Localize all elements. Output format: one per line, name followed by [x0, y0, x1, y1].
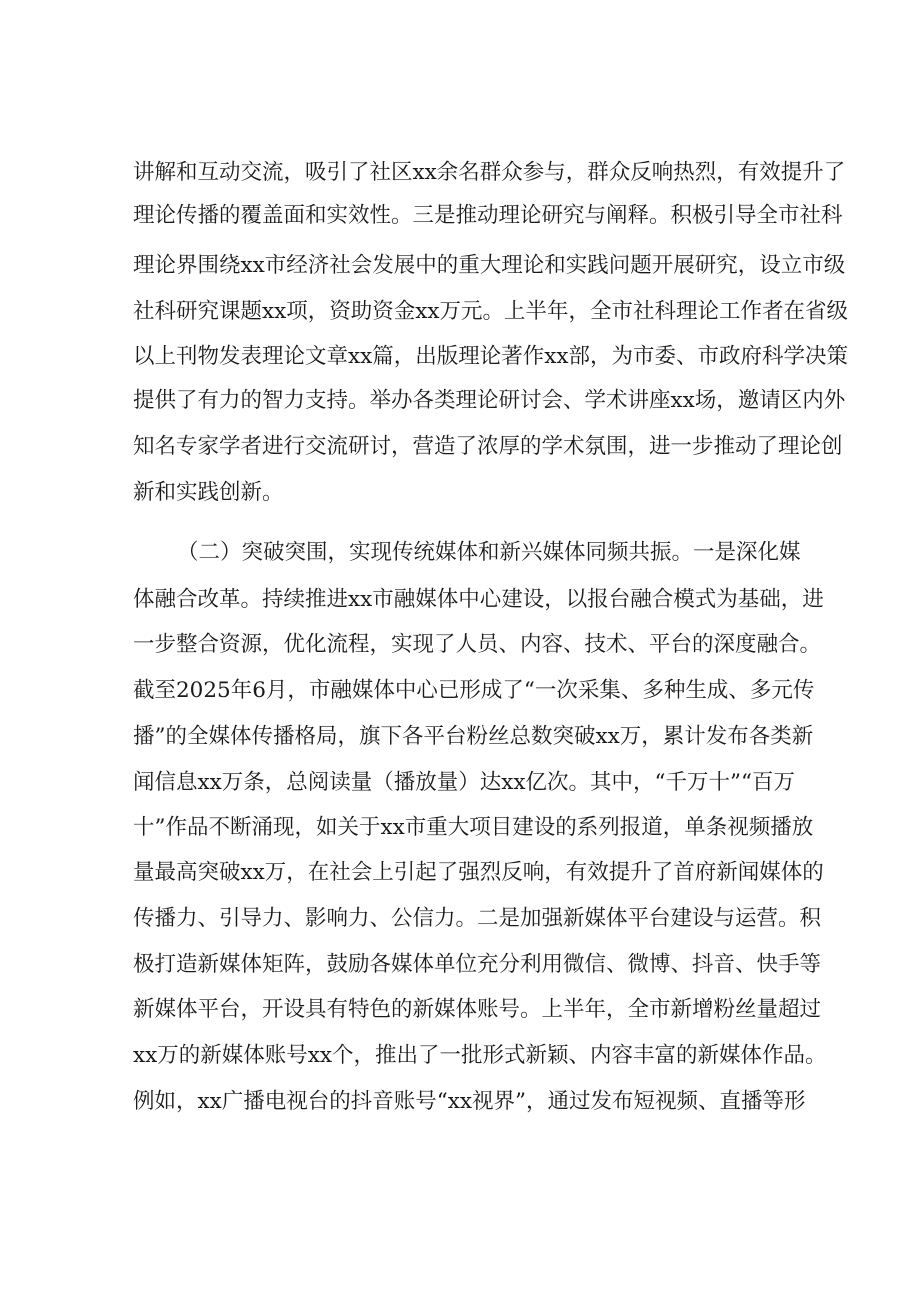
text-line: 截至2025年6月，市融媒体中心已形成了“一次采集、多种生成、多元传	[133, 678, 815, 703]
text-line: 以上刊物发表理论文章xx篇，出版理论著作xx部，为市委、市政府科学决策	[133, 344, 849, 369]
text-line: 极打造新媒体矩阵，鼓励各媒体单位充分利用微信、微博、抖音、快手等	[133, 952, 822, 977]
text-line: 提供了有力的智力支持。举办各类理论研讨会、学术讲座xx场，邀请区内外	[133, 388, 846, 413]
text-line: 新媒体平台，开设具有特色的新媒体账号。上半年，全市新增粉丝量超过	[133, 997, 822, 1022]
text-line: xx万的新媒体账号xx个，推出了一批形式新颖、内容丰富的新媒体作品。	[133, 1043, 827, 1068]
text-line: 新和实践创新。	[133, 480, 284, 505]
section-heading-line: （二）突破突围，实现传统媒体和新兴媒体同频共振。一是深化媒	[177, 540, 801, 565]
text-line: 量最高突破xx万，在社会上引起了强烈反响，有效提升了首府新闻媒体的	[133, 860, 824, 885]
text-line: 体融合改革。持续推进xx市融媒体中心建设，以报台融合模式为基础，进	[133, 587, 824, 612]
text-line: 一步整合资源，优化流程，实现了人员、内容、技术、平台的深度融合。	[133, 632, 822, 657]
text-line: 传播力、引导力、影响力、公信力。二是加强新媒体平台建设与运营。积	[133, 906, 822, 931]
text-line: 社科研究课题xx项，资助资金xx万元。上半年，全市社科理论工作者在省级	[133, 299, 849, 324]
text-line: 理论传播的覆盖面和实效性。三是推动理论研究与阐释。积极引导全市社科	[133, 203, 843, 228]
text-line: 十”作品不断涌现，如关于xx市重大项目建设的系列报道，单条视频播放	[133, 815, 814, 840]
text-line: 例如，xx广播电视台的抖音账号“xx视界”，通过发布短视频、直播等形	[133, 1089, 806, 1114]
text-line: 理论界围绕xx市经济社会发展中的重大理论和实践问题开展研究，设立市级	[133, 253, 846, 278]
text-line: 知名专家学者进行交流研讨，营造了浓厚的学术氛围，进一步推动了理论创	[133, 434, 843, 459]
text-line: 闻信息xx万条，总阅读量（播放量）达xx亿次。其中，“千万十”“百万	[133, 770, 795, 795]
text-line: 讲解和互动交流，吸引了社区xx余名群众参与，群众反响热烈，有效提升了	[133, 160, 846, 185]
text-line: 播”的全媒体传播格局，旗下各平台粉丝总数突破xx万，累计发布各类新	[133, 724, 814, 749]
